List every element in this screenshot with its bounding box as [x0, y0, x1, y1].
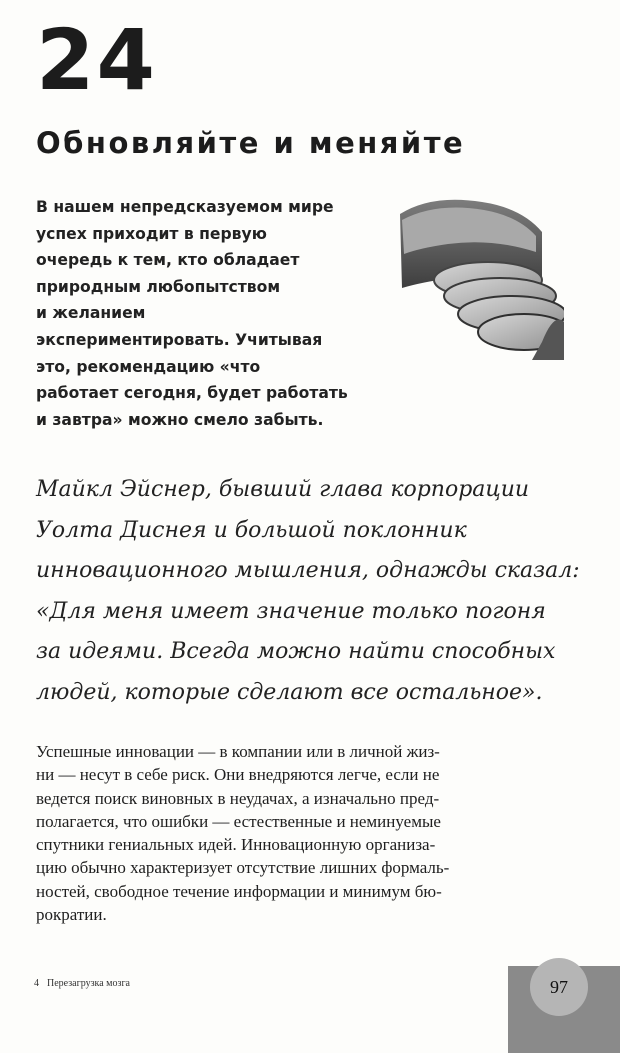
chapter-title: Обновляйте и меняйте: [36, 126, 466, 160]
body-line: ведется поиск виновных в неудачах, а изначально пред-: [36, 788, 440, 808]
page-number-tab: [508, 966, 620, 1053]
body-line: рократии.: [36, 905, 107, 925]
intro-line: и завтра» можно смело забыть.: [36, 410, 324, 429]
running-footer: [34, 978, 130, 989]
intro-line: и желанием: [36, 304, 146, 323]
body-line: цию обычно характеризует отсутствие лишних формаль-: [36, 858, 450, 878]
intro-line: работает сегодня, будет работать: [36, 384, 348, 403]
bread-image: [392, 192, 564, 360]
body-line: спутники гениальных идей. Инновационную организа-: [36, 835, 436, 855]
intro-line: природным любопытством: [36, 277, 281, 296]
body-paragraph: [36, 740, 560, 926]
intro-line: В нашем непредсказуемом мире: [36, 198, 334, 216]
quote-line: Уолта Диснея и большой поклонник: [36, 517, 467, 543]
body-line: полагается, что ошибки — естественные и неминуемые: [36, 811, 441, 831]
quote-line: людей, которые сделают все остальное».: [36, 679, 543, 705]
body-line: Успешные инновации — в компании или в личной жиз-: [36, 742, 440, 761]
intro-line: экспериментировать. Учитывая: [36, 330, 323, 349]
chapter-number: 24: [36, 11, 157, 109]
quote-line: Майкл Эйснер, бывший глава корпорации: [36, 477, 530, 502]
intro-line: это, рекомендацию «что: [36, 357, 261, 376]
body-line: ни — несут в себе риск. Они внедряются легче, если не: [36, 765, 440, 785]
quote-line: «Для меня имеет значение только погоня: [36, 598, 546, 624]
intro-paragraph: [36, 194, 381, 433]
footer-chapter-number: 4: [34, 978, 39, 989]
intro-line: очередь к тем, кто обладает: [36, 251, 300, 270]
quote-line: инновационного мышления, однажды сказал:: [36, 558, 580, 583]
quote-line: за идеями. Всегда можно найти способных: [36, 639, 556, 664]
quote-block: [36, 470, 580, 713]
intro-line: успех приходит в первую: [36, 224, 267, 243]
footer-book-title: Перезагрузка мозга: [47, 978, 130, 989]
body-line: ностей, свободное течение информации и минимум бю-: [36, 881, 442, 901]
page-number: 97: [530, 958, 588, 1016]
